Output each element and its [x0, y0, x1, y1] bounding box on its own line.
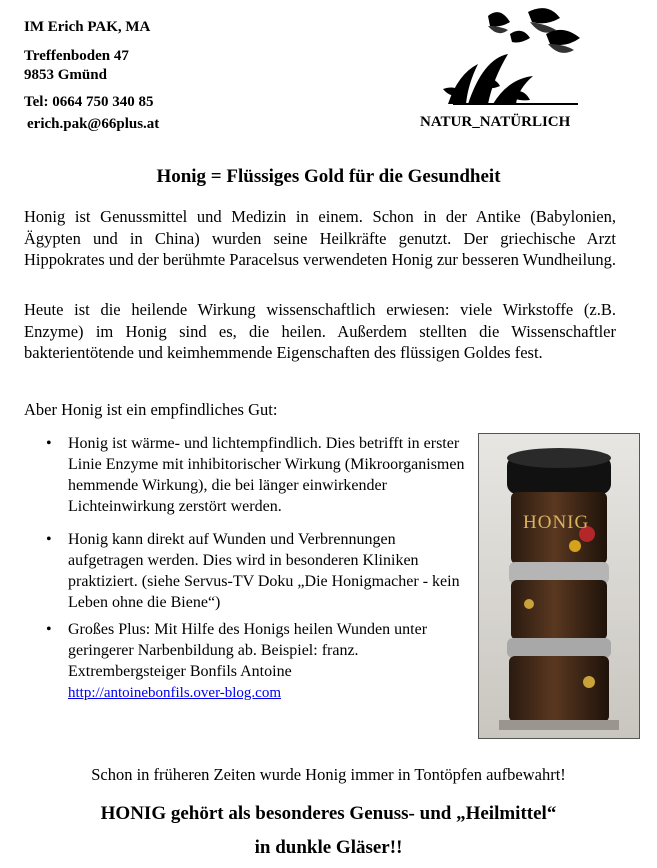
closing-sentence: Schon in früheren Zeiten wurde Honig immer in Tontöpfen aufbewahrt! [91, 765, 566, 784]
phone-number: Tel: 0664 750 340 85 [24, 94, 154, 110]
butterfly-logo-icon [438, 4, 588, 108]
bullet-item-wounds: • Honig kann direkt auf Wunden und Verbrennungen aufgetragen werden. Dies wird in besonderen Kliniken praktiziert. (siehe Servus-TV Doku „Die Honigmacher - kein Leben ohne die Biene“) [46, 529, 471, 613]
page-title: Honig = Flüssiges Gold für die Gesundheit [156, 166, 501, 187]
email-address: erich.pak@66plus.at [27, 116, 160, 132]
final-statement-line2: in dunkle Gläser!! [254, 837, 403, 858]
final-statement-line1: HONIG gehört als besonderes Genuss- und „Heilmittel“ [100, 803, 557, 824]
paragraph-caution: Aber Honig ist ein empfindliches Gut: [24, 400, 278, 419]
jar-label: HONIG [523, 512, 590, 533]
honey-jars-photo [478, 433, 640, 739]
brand-label: NATUR_NATÜRLICH [420, 114, 571, 130]
address-city: 9853 Gmünd [24, 67, 107, 83]
bullet-item-scarring [46, 619, 471, 704]
bullet-item-scarring-text: Großes Plus: Mit Hilfe des Honigs heilen Wunden unter geringerer Narbenbildung ab. Beispiel: franz. Extrembergsteiger Bonfils Antoine [68, 621, 428, 680]
address-street: Treffenboden 47 [24, 48, 129, 64]
author-name: IM Erich PAK, MA [24, 19, 151, 35]
paragraph-science: Heute ist die heilende Wirkung wissenschaftlich erwiesen: viele Wirkstoffe (z.B. Enzyme) im Honig sind es, die heilen. Außerdem stellten die Wissenschaftler bakterientötende und keimhemmende Eigenschaften des flüssigen Goldes fest. [24, 300, 616, 362]
external-link[interactable]: http://antoinebonfils.over-blog.com [68, 685, 281, 701]
bullet-item-heat: • Honig ist wärme- und lichtempfindlich. Dies betrifft in erster Linie Enzyme mit inhibitorischer Wirkung (Mikroorganismen hemmende Wirkung), die bei länger einwirkender Lichteinwirkung zerstört werden. [46, 433, 471, 517]
bullet-list [46, 433, 471, 704]
paragraph-intro: Honig ist Genussmittel und Medizin in einem. Schon in der Antike (Babylonien, Ägypten und in China) wurden seine Heilkräfte genutzt. Der griechische Arzt Hippokrates und der berühmte Paracelsus verwendeten Honig zur besseren Wundheilung. [24, 207, 616, 269]
